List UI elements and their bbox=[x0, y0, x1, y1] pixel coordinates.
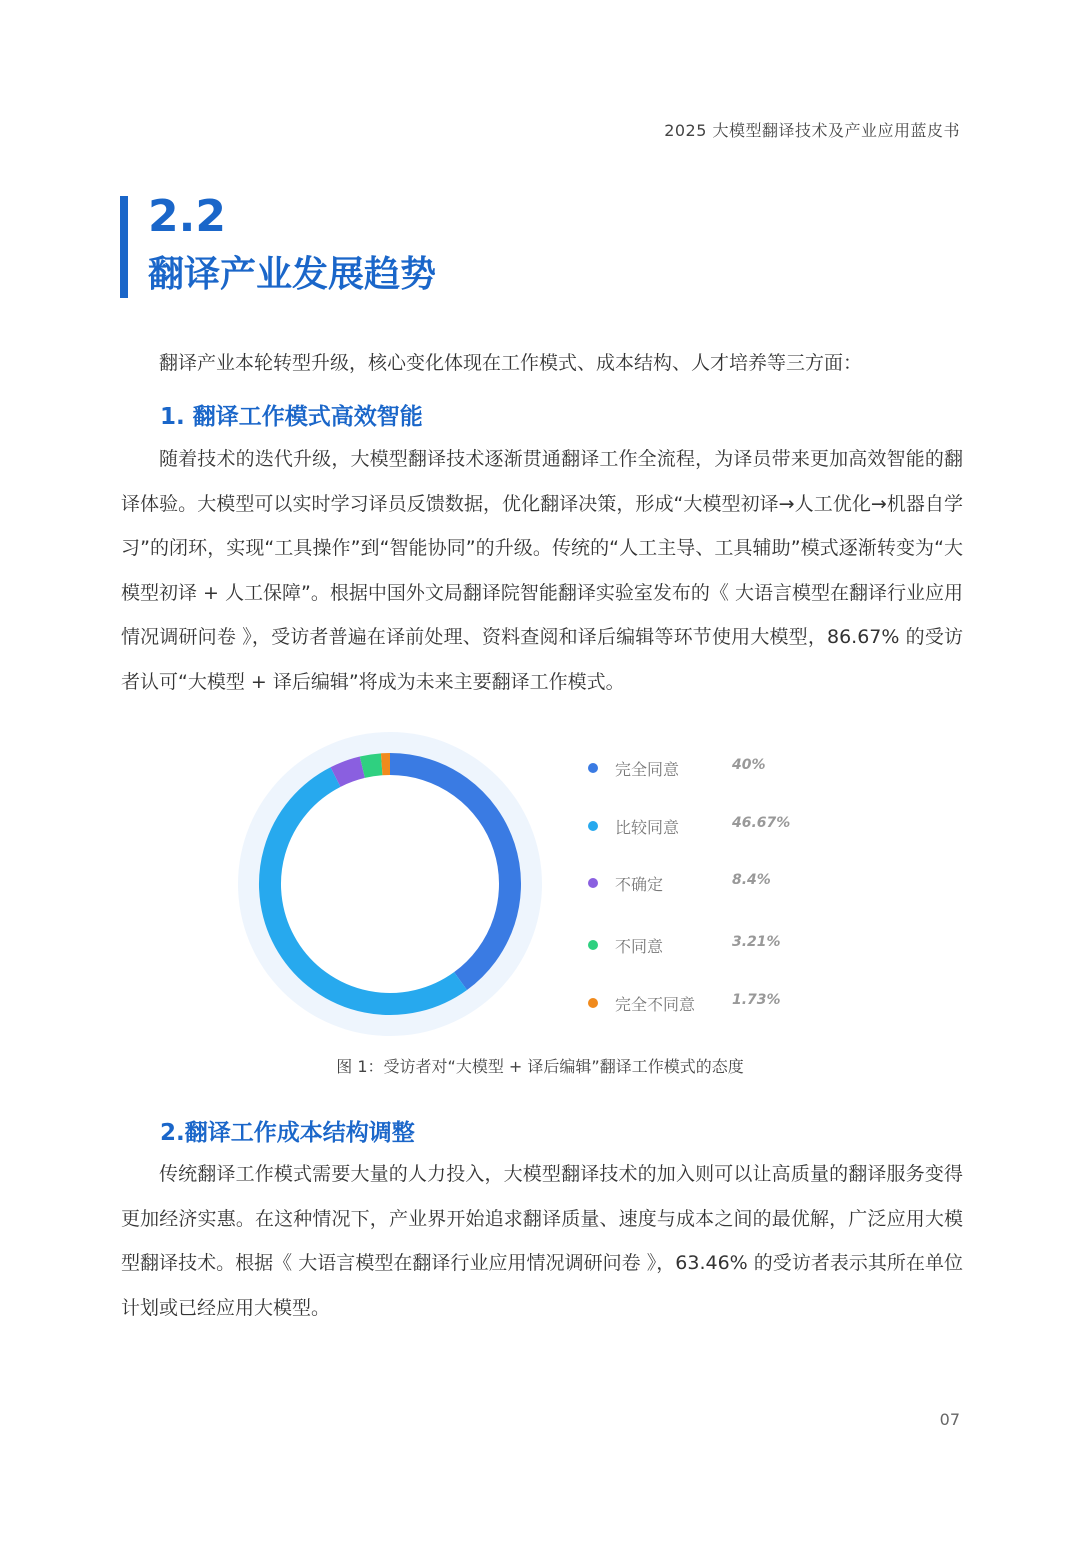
legend-item bbox=[584, 933, 824, 957]
legend-item bbox=[584, 814, 824, 838]
section-accent-bar bbox=[120, 196, 128, 298]
legend-value: 1.73% bbox=[732, 992, 781, 1008]
legend-value: 3.21% bbox=[732, 934, 781, 950]
legend-dot-icon bbox=[588, 821, 598, 831]
legend-value: 46.67% bbox=[732, 815, 791, 831]
legend-value: 40% bbox=[732, 757, 766, 773]
donut-chart bbox=[225, 724, 555, 1044]
legend-item bbox=[584, 991, 824, 1015]
legend-label: 比较同意 bbox=[615, 818, 680, 837]
subsection-heading-2: 2.翻译工作成本结构调整 bbox=[160, 1120, 415, 1146]
legend-dot-icon bbox=[588, 763, 598, 773]
legend-label: 不确定 bbox=[615, 875, 664, 894]
subsection-body-1: 随着技术的迭代升级，大模型翻译技术逐渐贯通翻译工作全流程，为译员带来更加高效智能的翻译体验。大模型可以实时学习译员反馈数据，优化翻译决策，形成“大模型初译→人工优化→机器自学习”的闭环，实现“工具操作”到“智能协同”的升级。传统的“人工主导、工具辅助”模式逐渐转变为“大模型初译 + 人工保障”。根据中国外文局翻译院智能翻译实验室发布的《 大语言模型在翻译行业应用情况调研问卷 》，受访者普遍在译前处理、资料查阅和译后编辑等环节使用大模型，86.67% 的受访者认可“大模型 + 译后编辑”将成为未来主要翻译工作模式。 bbox=[121, 448, 963, 693]
section-title: 翻译产业发展趋势 bbox=[148, 254, 437, 295]
donut-slice-3 bbox=[336, 767, 363, 777]
subsection-heading-1: 1. 翻译工作模式高效智能 bbox=[160, 404, 423, 430]
donut-chart-svg bbox=[225, 724, 555, 1044]
legend-dot-icon bbox=[588, 940, 598, 950]
figure-caption: 图 1：受访者对“大模型 + 译后编辑”翻译工作模式的态度 bbox=[336, 1057, 744, 1076]
intro-paragraph: 翻译产业本轮转型升级，核心变化体现在工作模式、成本结构、人才培养等三方面： bbox=[159, 352, 863, 374]
legend-dot-icon bbox=[588, 998, 598, 1008]
donut-slice-4 bbox=[362, 764, 381, 767]
page-number: 07 bbox=[939, 1410, 960, 1429]
legend-item bbox=[584, 871, 824, 895]
legend-dot-icon bbox=[588, 878, 598, 888]
legend-label: 不同意 bbox=[615, 937, 664, 956]
legend-label: 完全同意 bbox=[615, 760, 680, 779]
running-title: 2025 大模型翻译技术及产业应用蓝皮书 bbox=[664, 121, 960, 140]
legend-value: 8.4% bbox=[732, 872, 771, 888]
legend-label: 完全不同意 bbox=[615, 995, 696, 1014]
subsection-body-2: 传统翻译工作模式需要大量的人力投入，大模型翻译技术的加入则可以让高质量的翻译服务变得更加经济实惠。在这种情况下，产业界开始追求翻译质量、速度与成本之间的最优解，广泛应用大模型翻译技术。根据《 大语言模型在翻译行业应用情况调研问卷 》，63.46% 的受访者表示其所在单位计划或已经应用大模型。 bbox=[121, 1163, 963, 1319]
chart-legend bbox=[584, 748, 824, 1018]
section-number: 2.2 bbox=[148, 191, 226, 242]
legend-item bbox=[584, 756, 824, 780]
